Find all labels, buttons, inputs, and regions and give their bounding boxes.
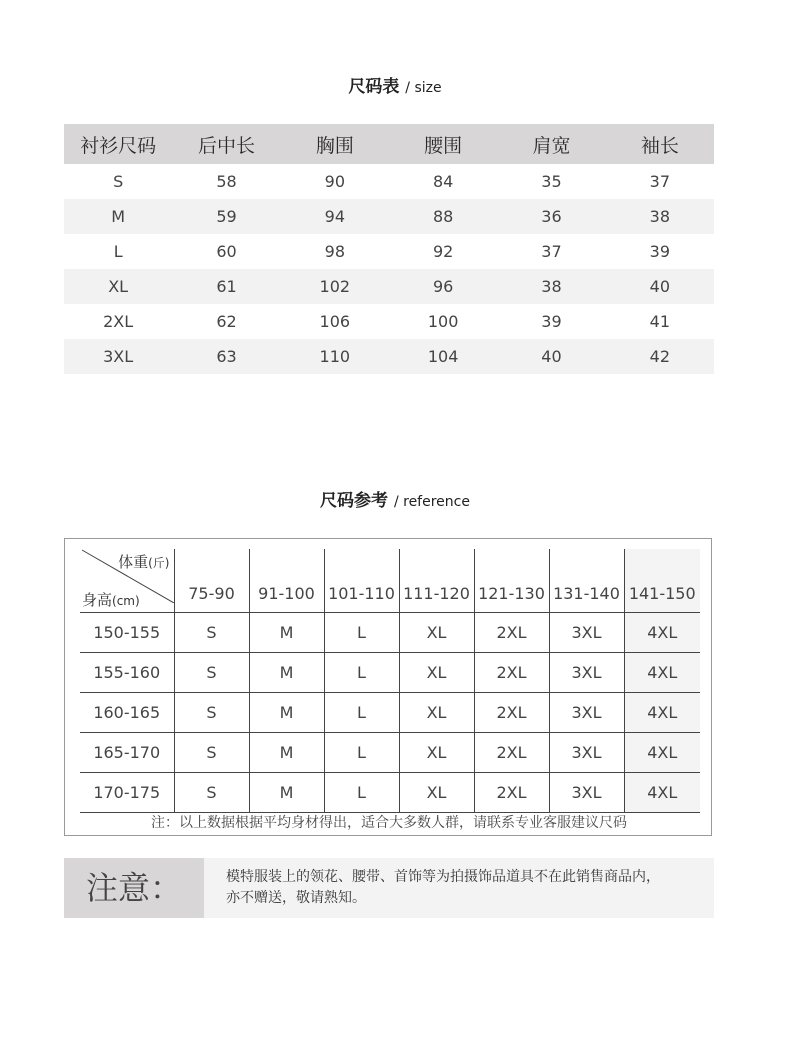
table-cell: 98	[324, 242, 345, 261]
table-cell: 90	[324, 172, 345, 191]
table-cell: 94	[281, 199, 389, 234]
table-cell: XL	[399, 693, 474, 733]
size-chart-table	[64, 124, 714, 374]
table-cell: M	[64, 199, 172, 234]
size-reference-title-cn: 尺码参考	[320, 491, 389, 511]
header-chest: 胸围	[281, 124, 389, 164]
table-row	[64, 164, 714, 199]
corner-weight-label	[118, 551, 169, 572]
table-cell: 4XL	[624, 653, 700, 693]
corner-header	[80, 549, 174, 613]
table-cell: 96	[389, 269, 497, 304]
size-chart-header-row	[64, 124, 714, 164]
table-cell: 4XL	[624, 693, 700, 733]
weight-range-header: 111-120	[399, 549, 474, 613]
header-back-length: 后中长	[172, 124, 280, 164]
table-cell: L	[324, 773, 399, 813]
table-cell: 100	[427, 312, 459, 331]
size-reference-title	[0, 486, 790, 511]
table-row	[64, 269, 714, 304]
notice-banner	[64, 858, 714, 918]
table-cell: S	[174, 693, 249, 733]
notice-text-line: 模特服装上的领花、腰带、首饰等为拍摄饰品道具不在此销售商品内，	[226, 869, 660, 885]
weight-range-header: 75-90	[174, 549, 249, 613]
height-range-cell: 160-165	[80, 693, 174, 733]
weight-range-header: 141-150	[624, 549, 700, 613]
table-cell: XL	[399, 613, 474, 653]
table-cell: 60	[216, 242, 237, 261]
height-range-cell: 165-170	[80, 733, 174, 773]
weight-range-header: 101-110	[324, 549, 399, 613]
table-cell: L	[324, 653, 399, 693]
table-cell: 39	[649, 242, 670, 261]
weight-label: 体重	[118, 553, 149, 571]
height-unit: (cm)	[112, 594, 140, 608]
table-cell: 4XL	[624, 733, 700, 773]
size-chart-title-en: / size	[405, 80, 442, 96]
table-cell: 3XL	[549, 773, 624, 813]
table-cell: 2XL	[474, 613, 549, 653]
table-row	[80, 773, 700, 813]
header-shoulder: 肩宽	[497, 124, 605, 164]
table-row	[80, 613, 700, 653]
table-cell: 2XL	[474, 733, 549, 773]
table-cell: 102	[281, 269, 389, 304]
weight-unit: (斤)	[148, 556, 170, 570]
table-cell: 3XL	[549, 653, 624, 693]
notice-text	[226, 867, 706, 909]
table-row	[64, 199, 714, 234]
table-cell: 40	[606, 269, 714, 304]
header-waist: 腰围	[389, 124, 497, 164]
height-range-cell: 155-160	[80, 653, 174, 693]
table-cell: 3XL	[549, 733, 624, 773]
notice-label: 注意：	[64, 858, 204, 918]
table-cell: S	[174, 653, 249, 693]
height-label: 身高	[82, 591, 113, 609]
table-cell: M	[249, 773, 324, 813]
table-cell: 37	[541, 242, 562, 261]
table-cell: 40	[497, 339, 605, 374]
table-cell: 41	[649, 312, 670, 331]
height-range-cell: 150-155	[80, 613, 174, 653]
table-cell: S	[174, 613, 249, 653]
header-sleeve: 袖长	[606, 124, 714, 164]
size-reference-box	[64, 538, 712, 836]
table-cell: 61	[172, 269, 280, 304]
size-reference-table	[80, 549, 700, 813]
weight-range-header: 121-130	[474, 549, 549, 613]
table-cell: 59	[172, 199, 280, 234]
table-cell: 35	[541, 172, 562, 191]
size-chart-title	[0, 72, 790, 97]
table-cell: XL	[64, 269, 172, 304]
table-cell: 104	[389, 339, 497, 374]
table-cell: 92	[432, 242, 454, 261]
size-chart-title-cn: 尺码表	[348, 77, 400, 97]
table-cell: 3XL	[549, 693, 624, 733]
table-row	[64, 339, 714, 374]
table-cell: 2XL	[103, 312, 134, 331]
size-reference-title-en: / reference	[393, 494, 470, 510]
table-cell: L	[113, 242, 123, 261]
table-cell: 2XL	[474, 693, 549, 733]
height-range-cell: 170-175	[80, 773, 174, 813]
table-cell: 3XL	[549, 613, 624, 653]
table-cell: 2XL	[474, 653, 549, 693]
table-cell: S	[174, 773, 249, 813]
table-cell: 4XL	[624, 773, 700, 813]
table-cell: M	[249, 613, 324, 653]
table-row	[80, 653, 700, 693]
table-cell: 110	[281, 339, 389, 374]
table-cell: L	[324, 693, 399, 733]
table-cell: 39	[541, 312, 562, 331]
table-cell: S	[174, 733, 249, 773]
weight-range-header: 91-100	[249, 549, 324, 613]
table-cell: 38	[606, 199, 714, 234]
table-cell: 37	[649, 172, 670, 191]
size-reference-note: 注：以上数据根据平均身材得出，适合大多数人群，请联系专业客服建议尺码	[151, 815, 627, 831]
table-cell: 2XL	[474, 773, 549, 813]
weight-range-header: 131-140	[549, 549, 624, 613]
header-shirt-size: 衬衫尺码	[64, 124, 172, 164]
table-cell: 3XL	[64, 339, 172, 374]
corner-height-label	[82, 589, 140, 610]
table-cell: 42	[606, 339, 714, 374]
table-cell: XL	[399, 653, 474, 693]
table-cell: 36	[497, 199, 605, 234]
table-cell: L	[324, 613, 399, 653]
table-cell: M	[249, 733, 324, 773]
table-cell: S	[113, 172, 124, 191]
table-cell: M	[249, 653, 324, 693]
table-cell: 58	[216, 172, 237, 191]
table-cell: XL	[399, 773, 474, 813]
table-row	[64, 304, 714, 339]
table-row	[64, 234, 714, 269]
table-cell: 4XL	[624, 613, 700, 653]
table-cell: L	[324, 733, 399, 773]
table-cell: XL	[399, 733, 474, 773]
notice-text-line: 亦不赠送，敬请熟知。	[226, 890, 366, 906]
table-row	[80, 733, 700, 773]
table-cell: 84	[432, 172, 454, 191]
table-cell: M	[249, 693, 324, 733]
table-cell: 88	[389, 199, 497, 234]
table-row	[80, 693, 700, 733]
table-cell: 38	[497, 269, 605, 304]
table-cell: 106	[319, 312, 351, 331]
reference-header-row	[80, 549, 700, 613]
table-cell: 63	[172, 339, 280, 374]
table-cell: 62	[216, 312, 237, 331]
